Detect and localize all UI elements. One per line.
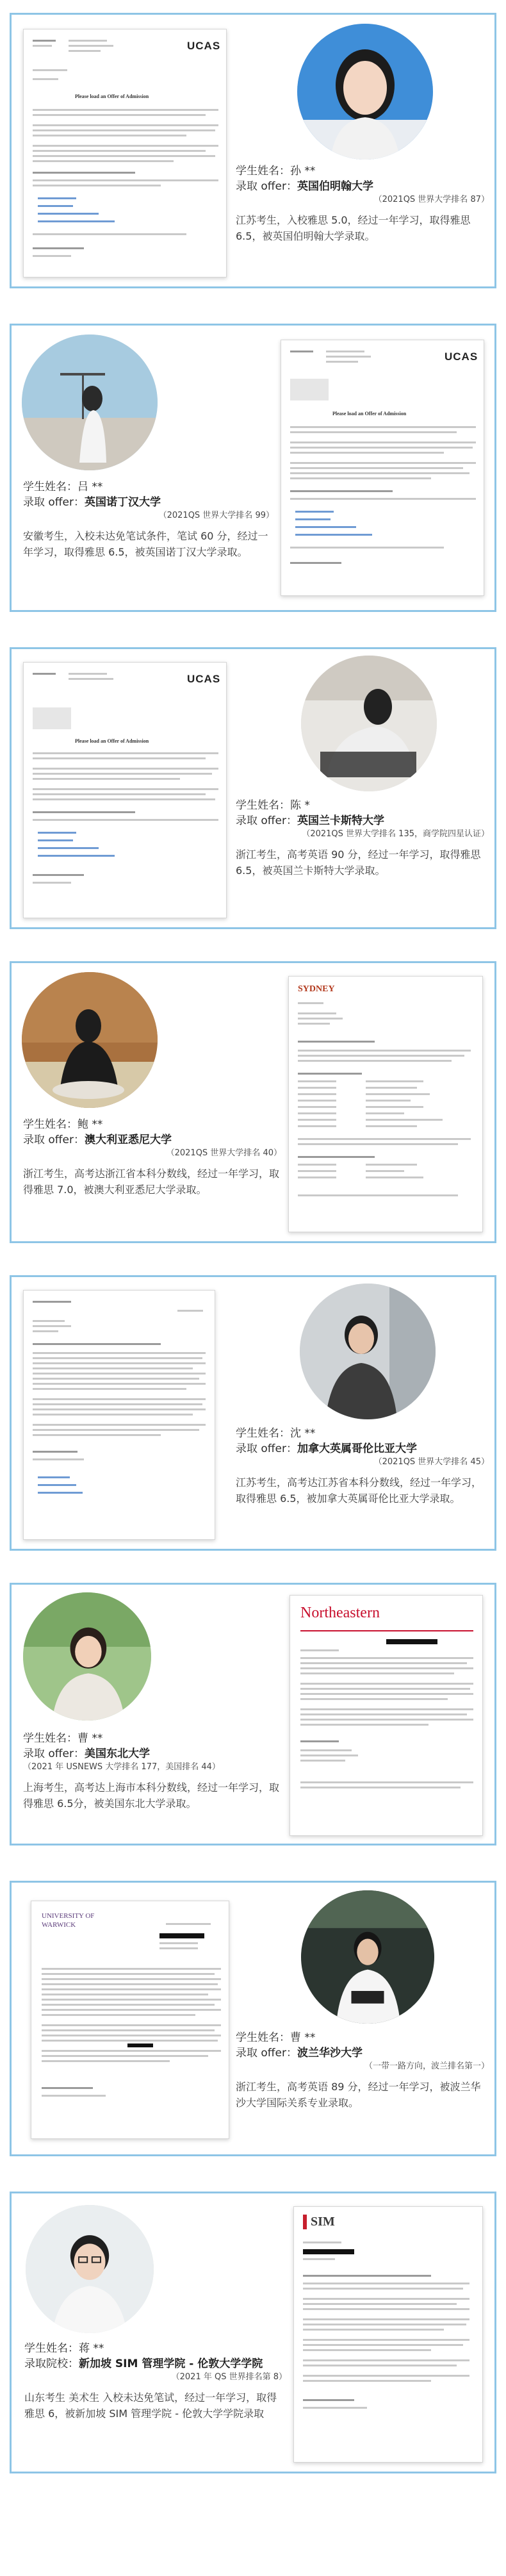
offer-label: 录取 offer： bbox=[23, 1134, 85, 1146]
student-photo bbox=[301, 1890, 434, 2024]
student-info bbox=[236, 798, 489, 879]
student-info bbox=[236, 1426, 489, 1507]
student-info bbox=[23, 479, 274, 560]
offer-letter-image bbox=[23, 1290, 215, 1540]
offer-university: 英国诺丁汉大学 bbox=[84, 496, 161, 509]
university-rank: （2021QS 世界大学排名 99） bbox=[158, 511, 274, 520]
letter-heading: Please load an Offer of Admission bbox=[75, 94, 149, 99]
offer-university: 澳大利亚悉尼大学 bbox=[84, 1134, 172, 1146]
student-name: 陈 * bbox=[290, 799, 310, 812]
offer-label: 录取 offer： bbox=[236, 814, 297, 827]
warwick-logo: UNIVERSITY OF WARWICK bbox=[42, 1912, 95, 1929]
student-name: 沈 ** bbox=[290, 1427, 316, 1440]
offer-letter-image bbox=[23, 662, 227, 918]
student-name: 曹 ** bbox=[290, 2031, 316, 2044]
offer-letter-image bbox=[288, 976, 483, 1232]
student-card bbox=[10, 324, 496, 612]
university-rank: （2021 年 USNEWS 大学排名 177，美国排名 44） bbox=[23, 1762, 220, 1772]
name-label: 学生姓名： bbox=[236, 1427, 290, 1440]
student-photo bbox=[301, 656, 437, 791]
student-name: 吕 ** bbox=[78, 481, 103, 493]
school-label: 录取院校： bbox=[24, 2357, 79, 2370]
offer-letter-image bbox=[293, 2206, 483, 2463]
name-label: 学生姓名： bbox=[23, 1732, 78, 1745]
student-photo bbox=[23, 1592, 151, 1721]
offer-label: 录取 offer： bbox=[23, 496, 85, 509]
student-description: 江苏考生，高考达江苏省本科分数线，经过一年学习，取得雅思 6.5，被加拿大英属哥伦比亚大学录取。 bbox=[236, 1476, 482, 1505]
offer-university: 美国东北大学 bbox=[84, 1747, 150, 1760]
offer-university: 新加坡 SIM 管理学院 - 伦敦大学学院 bbox=[79, 2357, 263, 2370]
sydney-logo: SYDNEY bbox=[298, 984, 335, 994]
student-photo bbox=[297, 24, 433, 160]
name-label: 学生姓名： bbox=[23, 1118, 78, 1131]
student-card bbox=[10, 2192, 496, 2473]
ucas-logo: UCAS bbox=[445, 351, 478, 363]
offer-letter-image bbox=[31, 1901, 229, 2139]
student-info bbox=[236, 163, 489, 244]
student-info bbox=[24, 2341, 287, 2422]
offer-letter-image bbox=[23, 29, 227, 277]
offer-university: 英国兰卡斯特大学 bbox=[297, 814, 384, 827]
student-name: 鲍 ** bbox=[78, 1118, 103, 1131]
student-card bbox=[10, 1583, 496, 1845]
letter-heading: Please load an Offer of Admission bbox=[332, 411, 407, 417]
ucas-logo: UCAS bbox=[187, 673, 221, 685]
university-rank: （2021 年 QS 世界排名第 8） bbox=[171, 2372, 287, 2382]
name-label: 学生姓名： bbox=[24, 2342, 79, 2355]
student-card bbox=[10, 1275, 496, 1551]
offer-label: 录取 offer： bbox=[236, 180, 297, 193]
university-rank: （2021QS 世界大学排名 135，商学院四星认证） bbox=[302, 829, 489, 839]
student-description: 浙江考生，高考英语 90 分，经过一年学习，取得雅思 6.5，被英国兰卡斯特大学录取。 bbox=[236, 848, 481, 877]
offer-university: 波兰华沙大学 bbox=[297, 2047, 363, 2060]
ucas-logo: UCAS bbox=[187, 40, 221, 52]
offer-letter-image bbox=[290, 1595, 483, 1836]
student-card bbox=[10, 961, 496, 1243]
university-rank: （2021QS 世界大学排名 87） bbox=[373, 195, 489, 204]
northeastern-logo: Northeastern bbox=[300, 1605, 380, 1621]
student-card bbox=[10, 647, 496, 929]
student-photo bbox=[26, 2205, 154, 2333]
student-card bbox=[10, 13, 496, 288]
university-rank: （2021QS 世界大学排名 40） bbox=[166, 1148, 282, 1158]
student-info bbox=[23, 1117, 282, 1198]
name-label: 学生姓名： bbox=[236, 799, 290, 812]
university-rank: （2021QS 世界大学排名 45） bbox=[373, 1457, 489, 1467]
student-name: 曹 ** bbox=[78, 1732, 103, 1745]
name-label: 学生姓名： bbox=[23, 481, 78, 493]
student-info bbox=[236, 2030, 489, 2111]
student-photo bbox=[22, 334, 158, 470]
student-photo bbox=[22, 972, 158, 1108]
sim-logo: SIM bbox=[303, 2215, 335, 2229]
offer-label: 录取 offer： bbox=[23, 1747, 85, 1760]
letter-heading: Please load an Offer of Admission bbox=[75, 738, 149, 744]
student-description: 浙江考生，高考达浙江省本科分数线，经过一年学习，取得雅思 7.0，被澳大利亚悉尼大学录取。 bbox=[23, 1168, 280, 1196]
offer-letter-image bbox=[281, 340, 484, 596]
student-info bbox=[23, 1731, 282, 1812]
student-description: 上海考生，高考达上海市本科分数线，经过一年学习，取得雅思 6.5分，被美国东北大学录取。 bbox=[23, 1781, 280, 1810]
student-photo bbox=[300, 1284, 436, 1419]
offer-label: 录取 offer： bbox=[236, 1442, 297, 1455]
offer-label: 录取 offer： bbox=[236, 2047, 297, 2060]
student-card bbox=[10, 1881, 496, 2156]
student-description: 安徽考生，入校未达免笔试条件，笔试 60 分，经过一年学习，取得雅思 6.5，被英国诺丁汉大学录取。 bbox=[23, 530, 268, 558]
student-description: 江苏考生，入校雅思 5.0，经过一年学习，取得雅思 6.5，被英国伯明翰大学录取。 bbox=[236, 214, 471, 242]
university-rank: （一带一路方向，波兰排名第一） bbox=[364, 2061, 489, 2071]
student-description: 浙江考生，高考英语 89 分，经过一年学习，被波兰华沙大学国际关系专业录取。 bbox=[236, 2081, 481, 2109]
student-name: 蒋 ** bbox=[79, 2342, 104, 2355]
student-description: 山东考生 美术生 入校未达免笔试，经过一年学习，取得雅思 6，被新加坡 SIM 管理学院 - 伦敦大学学院录取 bbox=[24, 2391, 277, 2420]
name-label: 学生姓名： bbox=[236, 165, 290, 178]
offer-university: 加拿大英属哥伦比亚大学 bbox=[297, 1442, 417, 1455]
name-label: 学生姓名： bbox=[236, 2031, 290, 2044]
student-name: 孙 ** bbox=[290, 165, 316, 178]
offer-university: 英国伯明翰大学 bbox=[297, 180, 373, 193]
